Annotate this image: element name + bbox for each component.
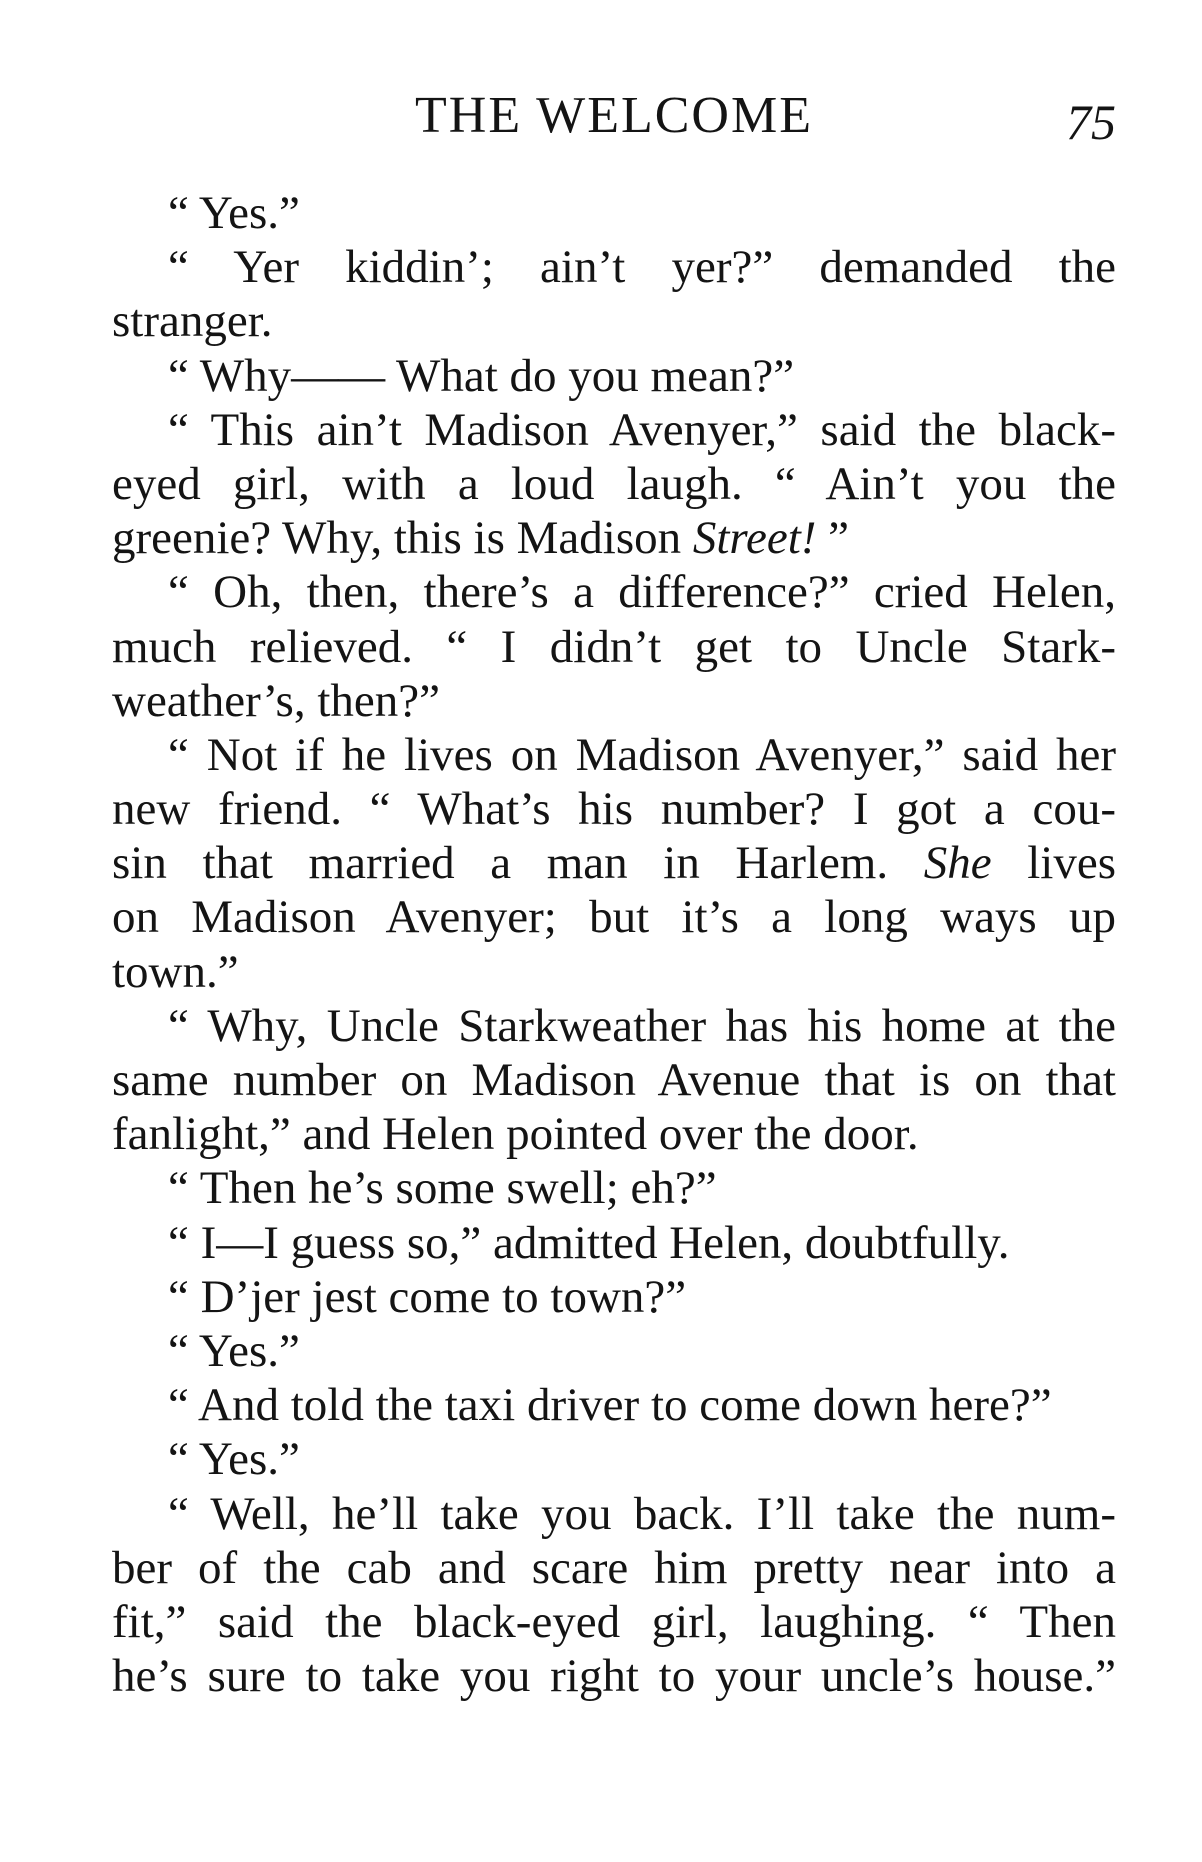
text-line [112,1270,1116,1324]
chapter-title: THE WELCOME [415,87,813,144]
text-line [112,349,1116,403]
page-number: 75 [1066,94,1116,150]
text-line [112,1378,1116,1432]
text-line [112,403,1116,457]
text-segment: “ This ain’t Madison Avenyer,” said the black- [168,403,1116,456]
text-segment: much relieved. “ I didn’t get to Uncle Stark- [112,620,1116,673]
text-line [112,1432,1116,1486]
text-segment: “ Yer kiddin’; ain’t yer?” demanded the [168,241,1116,294]
text-segment: sin that married a man in Harlem. [112,837,924,890]
text-segment: “ Then he’s some swell; eh?” [168,1162,717,1215]
text-line [112,1324,1116,1378]
text-line [112,728,1116,782]
text-segment: ber of the cab and scare him pretty near into a [112,1541,1116,1594]
text-line [112,999,1116,1053]
text-line [112,945,1116,999]
text-line [112,1216,1116,1270]
running-header [112,86,1116,150]
text-line [112,1053,1116,1107]
text-segment: “ Oh, then, there’s a difference?” cried Helen, [168,566,1116,619]
text-segment: “ D’jer jest come to town?” [168,1270,687,1323]
text-segment: eyed girl, with a loud laugh. “ Ain’t you the [112,457,1116,510]
text-line [112,674,1116,728]
text-segment: new friend. “ What’s his number? I got a cou- [112,783,1116,836]
text-segment: he’s sure to take you right to your uncle’s house.” [112,1650,1116,1703]
text-segment: ” [816,512,850,565]
text-segment: greenie? Why, this is Madison [112,512,693,565]
text-line [112,620,1116,674]
text-segment: same number on Madison Avenue that is on that [112,1054,1116,1106]
text-segment: “ Why—— What do you mean?” [168,349,795,402]
text-segment: town.” [112,945,239,998]
text-line [112,836,1116,890]
text-line [112,1649,1116,1703]
text-line [112,565,1116,619]
text-segment: “ And told the taxi driver to come down here?” [168,1379,1052,1432]
body-text [112,186,1116,1703]
text-segment: stranger. [112,295,273,348]
text-line [112,186,1116,240]
text-segment: fanlight,” and Helen pointed over the door. [112,1108,919,1161]
italic-emphasis: Street! [692,512,817,565]
text-line [112,782,1116,836]
text-line [112,240,1116,294]
text-segment: “ I—I guess so,” admitted Helen, doubtfully. [168,1216,1010,1269]
text-line [112,457,1116,511]
text-segment: “ Well, he’ll take you back. I’ll take the num- [168,1487,1116,1540]
text-segment: weather’s, then?” [112,674,440,727]
text-line [112,1487,1116,1541]
text-segment: “ Yes.” [168,1324,300,1377]
text-segment: “ Yes.” [168,1433,300,1486]
text-line [112,1161,1116,1215]
text-segment: “ Yes.” [168,187,300,239]
text-segment: lives [991,837,1116,890]
italic-emphasis: She [923,837,992,890]
text-line [112,1595,1116,1649]
text-line [112,1107,1116,1161]
text-segment: “ Why, Uncle Starkweather has his home at the [168,999,1116,1052]
text-segment: “ Not if he lives on Madison Avenyer,” said her [168,728,1116,781]
text-segment: fit,” said the black-eyed girl, laughing. “ Then [112,1595,1116,1648]
text-segment: on Madison Avenyer; but it’s a long ways up [112,891,1116,944]
text-line [112,1541,1116,1595]
text-line [112,890,1116,944]
text-line [112,294,1116,348]
text-line [112,511,1116,565]
